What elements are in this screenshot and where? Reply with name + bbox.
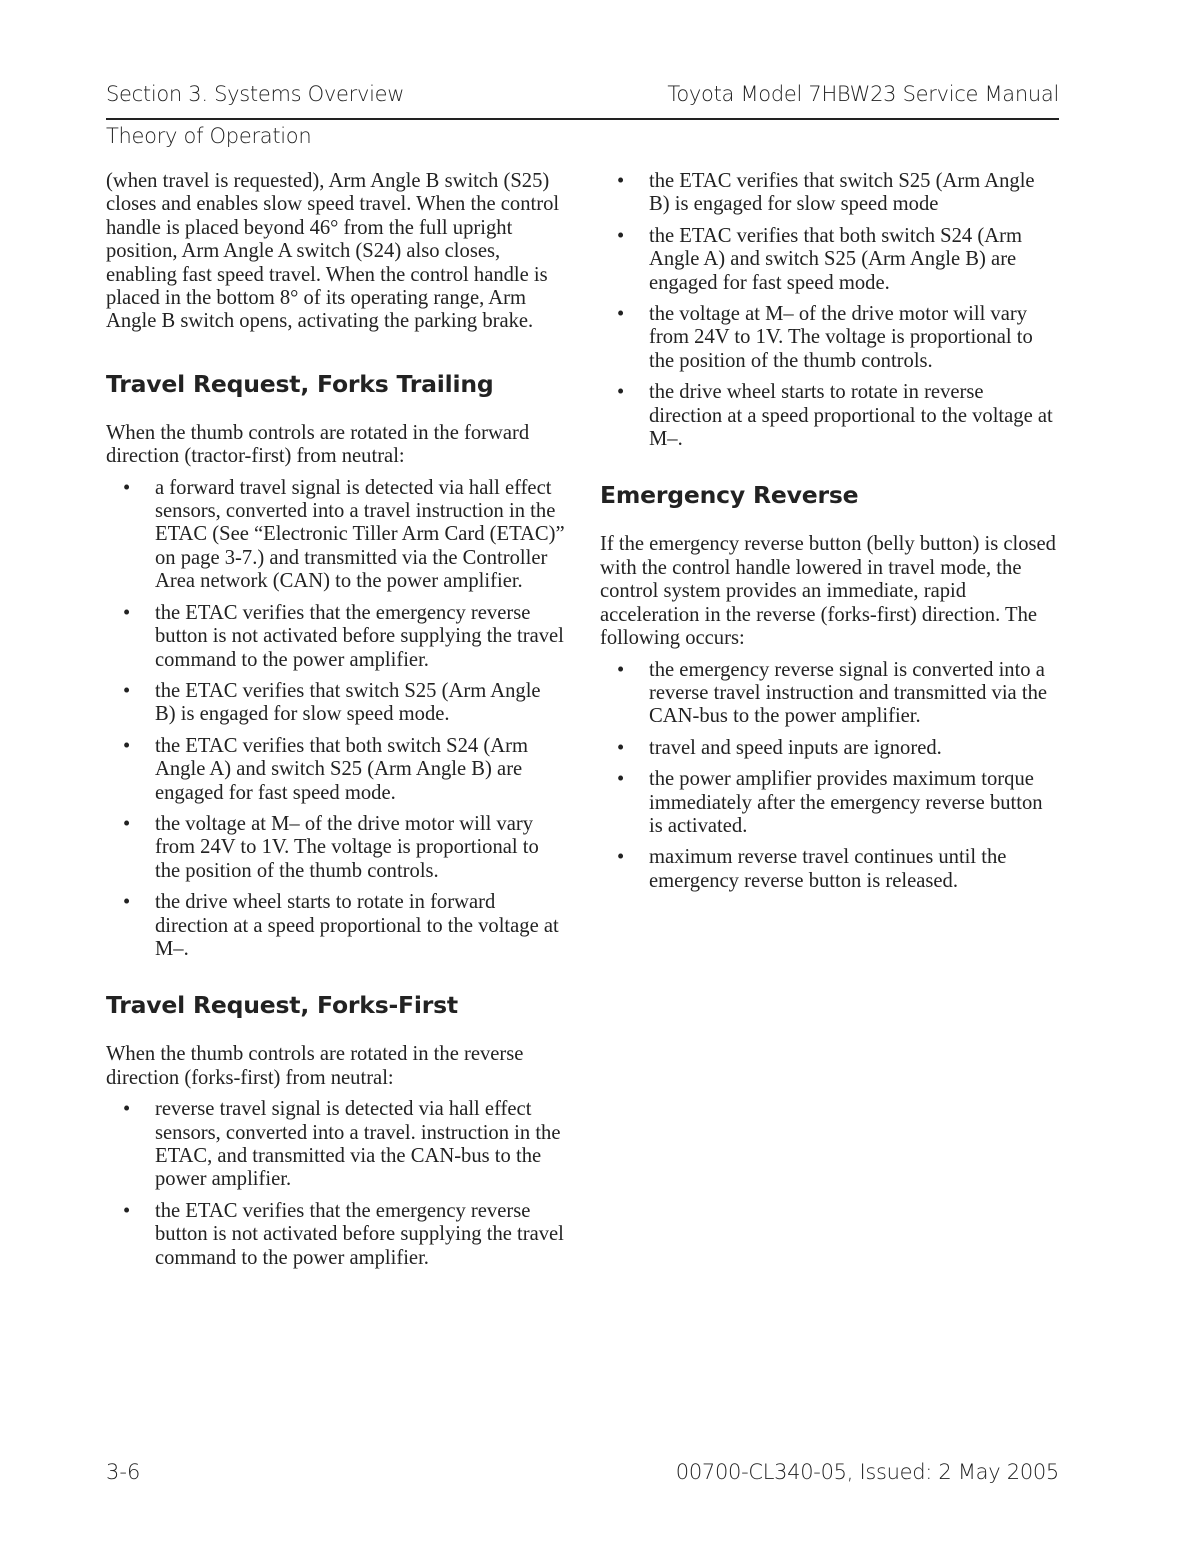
forks-first-lead: When the thumb controls are rotated in the reverse direction (forks-first) from neutral:	[106, 1043, 524, 1089]
header-divider	[106, 118, 1059, 120]
list-item: • the emergency reverse signal is converted into a reverse travel instruction and transmitted via the CAN-bus to the power amplifier.	[617, 658, 1048, 728]
intro-paragraph: (when travel is requested), Arm Angle B switch (S25) closes and enables slow speed travel. When the control handle is placed beyond 46° from the full upright position, Arm Angle A switch (S24) also closes, enabling fast speed travel. When the control handle is placed in the bottom 8° of its operating range, Arm Angle B switch opens, activating the parking brake.	[106, 170, 560, 333]
emergency-reverse-list	[600, 659, 1060, 894]
bullet-mark: •	[123, 679, 131, 702]
list-item: • the ETAC verifies that switch S25 (Arm Angle B) is engaged for slow speed mode.	[123, 679, 541, 726]
list-item: • the ETAC verifies that switch S25 (Arm Angle B) is engaged for slow speed mode	[617, 170, 1035, 216]
heading-emergency-reverse: Emergency Reverse	[600, 481, 859, 510]
list-item: • the voltage at M– of the drive motor will vary from 24V to 1V. The voltage is proportional to the position of the thumb controls.	[617, 303, 1033, 372]
bullet-mark: •	[617, 224, 625, 247]
list-item: • the power amplifier provides maximum torque immediately after the emergency reverse button is activated.	[617, 768, 1043, 837]
bullet-mark: •	[617, 768, 625, 791]
bullet-mark: •	[617, 658, 625, 681]
list-item: • the ETAC verifies that both switch S24 (Arm Angle A) and switch S25 (Arm Angle B) are engaged for fast speed mode.	[617, 224, 1022, 294]
bullet-mark: •	[617, 381, 625, 404]
list-item: • the ETAC verifies that both switch S24 (Arm Angle A) and switch S25 (Arm Angle B) are engaged for fast speed mode.	[123, 734, 528, 804]
forks-first-list-continued	[600, 170, 1060, 451]
list-item: • a forward travel signal is detected via hall effect sensors, converted into a travel instruction in the ETAC (See “Electronic Tiller Arm Card (ETAC)” on page 3-7.) and transmitted via the Controller Area network (CAN) to the power amplifier.	[123, 476, 565, 593]
right-column	[600, 170, 1060, 901]
bullet-mark: •	[123, 812, 131, 835]
bullet-mark: •	[123, 1199, 131, 1222]
bullet-mark: •	[123, 1098, 131, 1121]
bullet-mark: •	[123, 476, 131, 499]
bullet-mark: •	[123, 734, 131, 757]
list-item: • the voltage at M– of the drive motor will vary from 24V to 1V. The voltage is proportional to the position of the thumb controls.	[123, 812, 539, 882]
bullet-mark: •	[617, 736, 625, 759]
list-item: • maximum reverse travel continues until the emergency reverse button is released.	[617, 846, 1007, 892]
bullet-mark: •	[123, 891, 131, 914]
forks-first-list	[106, 1098, 566, 1270]
list-item: • the ETAC verifies that the emergency reverse button is not activated before supplying the travel command to the power amplifier.	[123, 601, 564, 671]
heading-forks-trailing: Travel Request, Forks Trailing	[106, 369, 494, 398]
footer-page-number: 3-6	[106, 1460, 141, 1484]
header-manual-title: Toyota Model 7HBW23 Service Manual	[667, 82, 1059, 106]
subsection-title: Theory of Operation	[106, 124, 312, 148]
header-section-title: Section 3. Systems Overview	[106, 82, 405, 106]
bullet-mark: •	[617, 170, 625, 192]
forks-trailing-list	[106, 477, 566, 962]
forks-trailing-lead: When the thumb controls are rotated in the forward direction (tractor-first) from neutral:	[106, 421, 530, 468]
heading-forks-first: Travel Request, Forks-First	[106, 991, 458, 1020]
left-column	[106, 170, 566, 1278]
bullet-mark: •	[123, 601, 131, 624]
list-item: • travel and speed inputs are ignored.	[617, 736, 942, 759]
bullet-mark: •	[617, 303, 625, 326]
emergency-reverse-lead: If the emergency reverse button (belly button) is closed with the control handle lowered in travel mode, the control system provides an immediate, rapid acceleration in the reverse (forks-first) direction. The following occurs:	[600, 533, 1056, 650]
bullet-mark: •	[617, 846, 625, 869]
list-item: • reverse travel signal is detected via hall effect sensors, converted into a travel. instruction in the ETAC, and transmitted via the CAN-bus to the power amplifier.	[123, 1098, 561, 1191]
list-item: • the drive wheel starts to rotate in reverse direction at a speed proportional to the voltage at M–.	[617, 381, 1053, 451]
list-item: • the drive wheel starts to rotate in forward direction at a speed proportional to the voltage at M–.	[123, 891, 559, 960]
list-item: • the ETAC verifies that the emergency reverse button is not activated before supplying the travel command to the power amplifier.	[123, 1199, 564, 1269]
footer-document-id: 00700-CL340-05, Issued: 2 May 2005	[675, 1460, 1059, 1484]
